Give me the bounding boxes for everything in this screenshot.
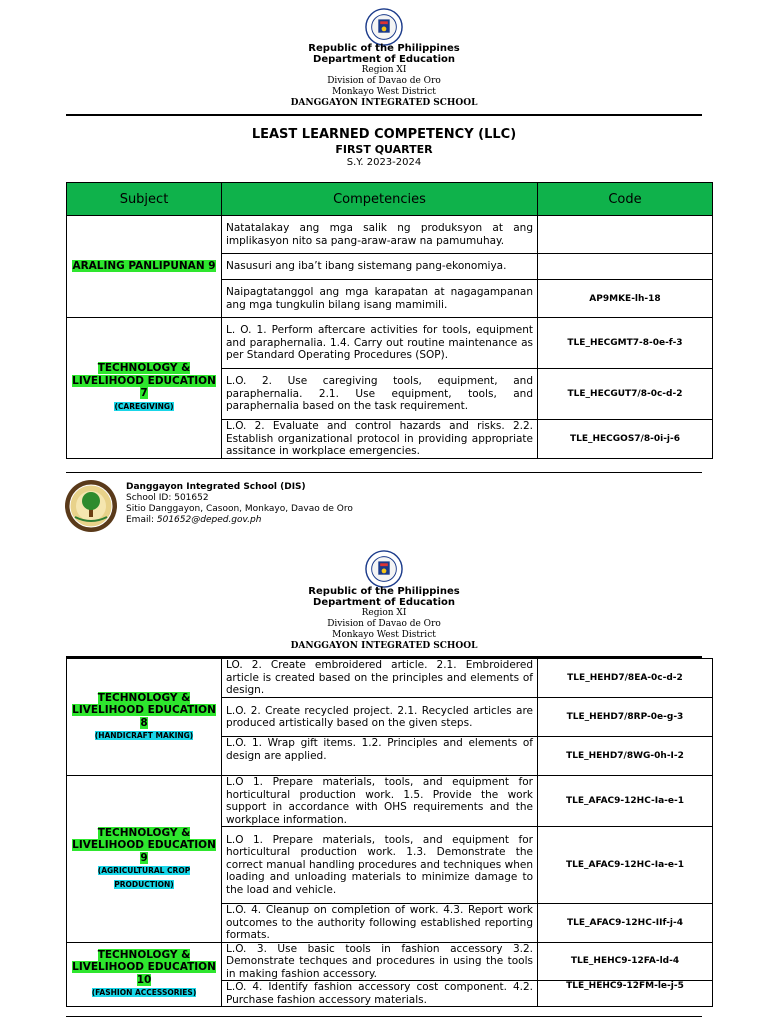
footer-school-id: School ID: 501652 <box>126 493 209 503</box>
footer-divider <box>66 1016 702 1017</box>
table-row <box>67 659 713 698</box>
department-text: Department of Education <box>313 54 455 65</box>
code-cell: TLE_HECGOS7/8-0i-j-6 <box>538 420 713 459</box>
competency-cell: L.O. 2. Create recycled project. 2.1. Recycled articles are produced artistically based on the given steps. <box>222 698 538 737</box>
region-text: Region XI <box>361 65 407 75</box>
footer-email-line <box>126 515 353 526</box>
competency-cell: L.O 1. Prepare materials, tools, and equipment for horticultural production work. 1.3. Demonstrate the correct manual handling procedures and techniques when loading and unloading materials to minimize damage to the load and vehicle. <box>222 827 538 904</box>
code-cell: TLE_HEHD7/8EA-0c-d-2 <box>538 659 713 698</box>
code-cell: TLE_HEHD7/8RP-0e-g-3 <box>538 698 713 737</box>
subject-tag: (CAREGIVING) <box>114 401 174 411</box>
code-cell <box>538 216 713 254</box>
doc-quarter: FIRST QUARTER <box>335 143 433 156</box>
subject-cell <box>67 776 222 943</box>
footer-email-label: Email: <box>126 515 157 525</box>
competency-cell: Naipagtatanggol ang mga karapatan at nagagampanan ang mga tungkulin bilang isang mamimili. <box>222 280 538 318</box>
school-logo-icon <box>64 479 118 533</box>
district-text: Monkayo West District <box>332 87 436 97</box>
division-text: Division of Davao de Oro <box>327 76 441 86</box>
competency-cell: L.O. 2. Evaluate and control hazards and risks. 2.2. Establish organizational protocol in providing appropriate assitance in workplace emergencies. <box>222 420 538 459</box>
competency-cell: L.O. 2. Use caregiving tools, equipment, and paraphernalia. 2.1. Use equipment, tools, and paraphernalia based on the task requirement. <box>222 369 538 420</box>
doc-title: LEAST LEARNED COMPETENCY (LLC) <box>251 127 517 142</box>
subject-name: TECHNOLOGY & LIVELIHOOD EDUCATION 10 <box>72 948 216 986</box>
header-block <box>0 586 768 652</box>
division-text: Division of Davao de Oro <box>327 619 441 629</box>
subject-tag: (HANDICRAFT MAKING) <box>94 731 194 740</box>
footer-divider <box>66 472 702 473</box>
code-cell: TLE_HEHC9-12FM-le-j-5 <box>538 981 713 1007</box>
subject-name: TECHNOLOGY & LIVELIHOOD EDUCATION 7 <box>72 362 216 400</box>
competency-cell: Natatalakay ang mga salik ng produksyon at ang implikasyon nito sa pang-araw-araw na pamumuhay. <box>222 216 538 254</box>
table-row <box>67 942 713 981</box>
subject-cell <box>67 659 222 776</box>
republic-text: Republic of the Philippines <box>308 586 460 597</box>
code-cell: TLE_HEHC9-12FA-ld-4 <box>538 942 713 981</box>
table-row <box>67 318 713 369</box>
competency-cell: Nasusuri ang iba’t ibang sistemang pang-ekonomiya. <box>222 254 538 280</box>
doc-school-year: S.Y. 2023-2024 <box>346 157 422 168</box>
competency-cell: LO. 2. Create embroidered article. 2.1. Embroidered article is created based on the principles and elements of design. <box>222 659 538 698</box>
subject-cell <box>67 318 222 459</box>
header-subject: Subject <box>67 183 222 216</box>
subject-name: ARALING PANLIPUNAN 9 <box>72 260 216 273</box>
subject-tag: (FASHION ACCESSORIES) <box>91 988 197 998</box>
region-text: Region XI <box>361 608 407 618</box>
header-divider <box>66 114 702 116</box>
competency-cell: L.O. 1. Wrap gift items. 1.2. Principles and elements of design are applied. <box>222 737 538 776</box>
llc-table-page2 <box>66 658 713 1007</box>
code-cell: TLE_HECGMT7-8-0e-f-3 <box>538 318 713 369</box>
header-block <box>0 43 768 109</box>
code-cell: TLE_HEHD7/8WG-0h-I-2 <box>538 737 713 776</box>
competency-cell: L.O. 4. Identify fashion accessory cost component. 4.2. Purchase fashion accessory materials. <box>222 981 538 1007</box>
header-competencies: Competencies <box>222 183 538 216</box>
republic-text: Republic of the Philippines <box>308 43 460 54</box>
subject-name: TECHNOLOGY & LIVELIHOOD EDUCATION 9 <box>72 826 216 864</box>
deped-seal-icon <box>365 550 403 588</box>
competency-cell: L. O. 1. Perform aftercare activities for tools, equipment and paraphernalia. 1.4. Carry out routine maintenance as per Standard Operating Procedures (SOP). <box>222 318 538 369</box>
footer-school-name: Danggayon Integrated School (DIS) <box>126 482 306 492</box>
subject-tag: (AGRICULTURAL CROP PRODUCTION) <box>97 866 191 889</box>
subject-cell <box>67 942 222 1007</box>
department-text: Department of Education <box>313 597 455 608</box>
footer-email[interactable]: 501652@deped.gov.ph <box>156 515 262 525</box>
header-code: Code <box>538 183 713 216</box>
school-text: DANGGAYON INTEGRATED SCHOOL <box>290 641 478 651</box>
table-row <box>67 776 713 827</box>
footer-info <box>126 482 353 526</box>
district-text: Monkayo West District <box>332 630 436 640</box>
code-cell <box>538 254 713 280</box>
code-cell: TLE_AFAC9-12HC-Ia-e-1 <box>538 827 713 904</box>
code-cell: TLE_AFAC9-12HC-IIf-j-4 <box>538 904 713 943</box>
subject-name: TECHNOLOGY & LIVELIHOOD EDUCATION 8 <box>72 691 216 729</box>
deped-seal-icon <box>365 8 403 46</box>
code-cell: AP9MKE-lh-18 <box>538 280 713 318</box>
footer-address: Sitio Danggayon, Casoon, Monkayo, Davao de Oro <box>126 504 353 514</box>
code-cell: TLE_AFAC9-12HC-Ia-e-1 <box>538 776 713 827</box>
competency-cell: L.O. 3. Use basic tools in fashion accessory 3.2. Demonstrate techques and procedures in using the tools in making fashion accessory. <box>222 942 538 981</box>
llc-table-page1 <box>66 182 713 459</box>
code-cell: TLE_HECGUT7/8-0c-d-2 <box>538 369 713 420</box>
competency-cell: L.O 1. Prepare materials, tools, and equipment for horticultural production work. 1.5. Provide the work support in accordance with OHS requirements and the workplace information. <box>222 776 538 827</box>
subject-cell <box>67 216 222 318</box>
table-row <box>67 216 713 254</box>
competency-cell: L.O. 4. Cleanup on completion of work. 4.3. Report work outcomes to the authority following established reporting formats. <box>222 904 538 943</box>
school-text: DANGGAYON INTEGRATED SCHOOL <box>290 98 478 108</box>
